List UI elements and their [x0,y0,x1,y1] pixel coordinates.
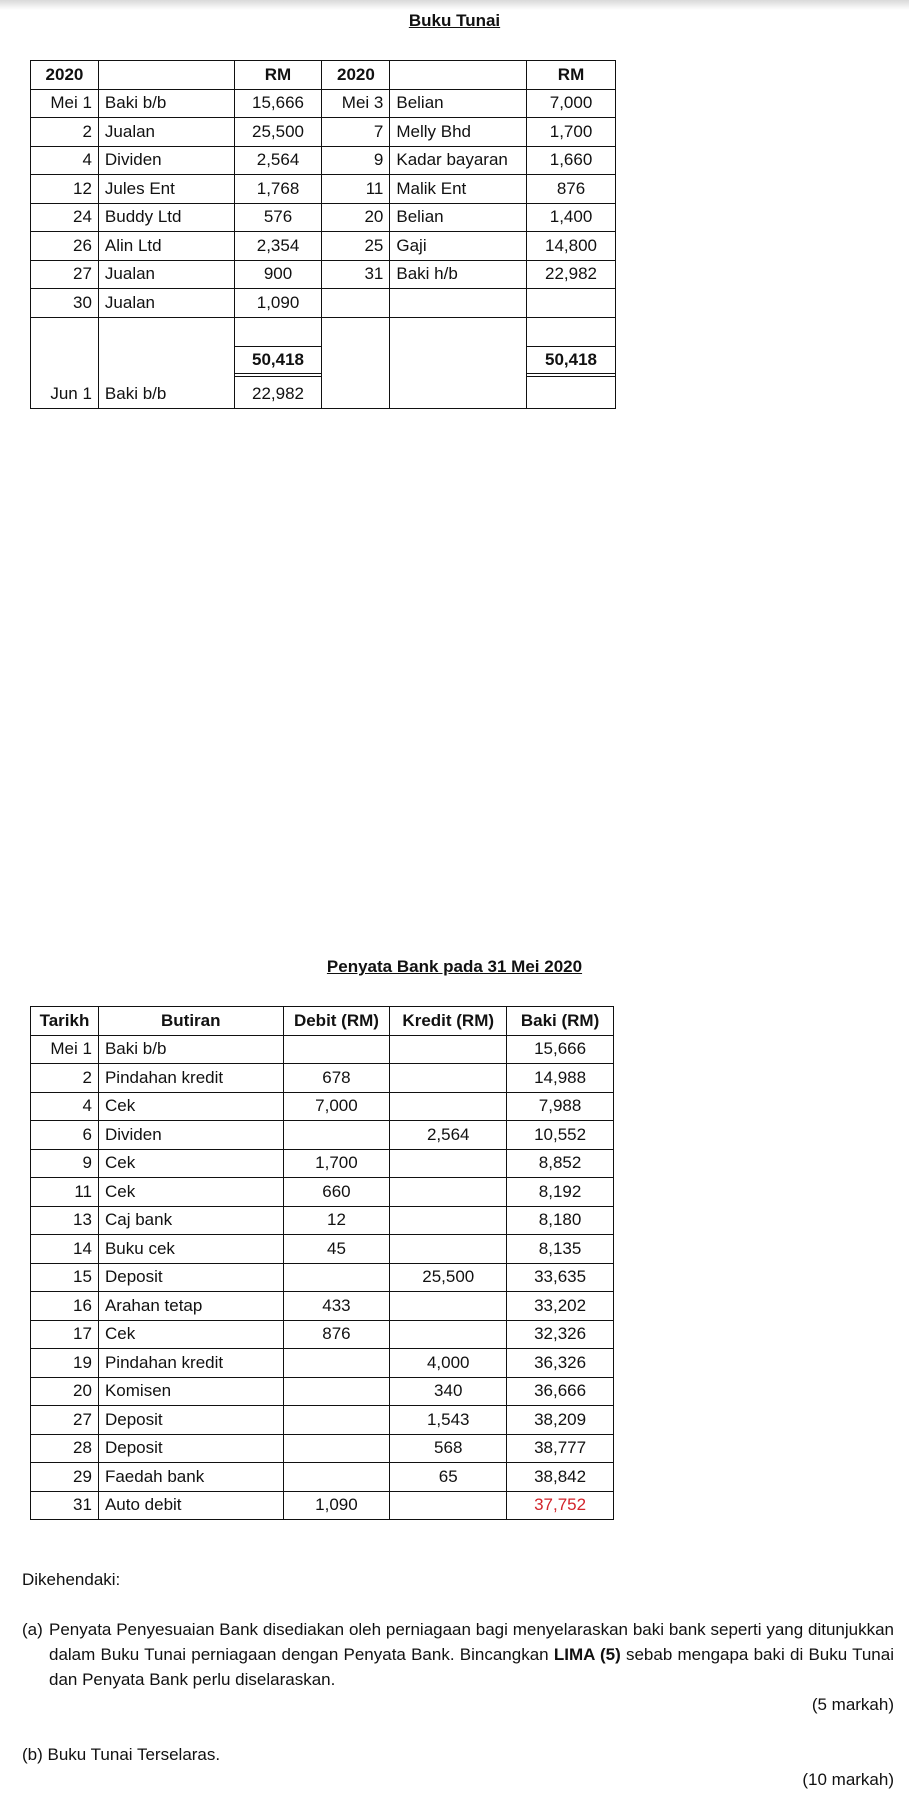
bank-row-date: 15 [31,1263,99,1292]
cash-book-blank [527,380,616,409]
cash-book-blank [31,317,99,380]
cash-book-total-left [234,317,322,380]
bank-row-credit [390,1064,507,1093]
cash-book-debit-amount: 576 [234,203,322,232]
bank-row-date: 17 [31,1320,99,1349]
bank-row-date: Mei 1 [31,1035,99,1064]
bank-row-particular: Cek [98,1092,283,1121]
bank-row-date: 28 [31,1434,99,1463]
bank-row-credit [390,1149,507,1178]
cash-book-row [31,146,616,175]
cash-book-credit-amount: 14,800 [527,232,616,261]
bank-statement-row [31,1292,614,1321]
bank-row-balance: 8,192 [507,1178,614,1207]
bank-row-balance: 32,326 [507,1320,614,1349]
question-a-text-1: Penyata Penyesuaian Bank disediakan oleh perniagaan bagi menyelaraskan baki bank seperti yang ditunjukkan dalam Buku Tunai perniagaan dengan Penyata Bank. Bincangkan [49,1620,894,1664]
bank-row-date: 19 [31,1349,99,1378]
cash-book-credit-date: 9 [322,146,390,175]
bank-row-balance: 33,202 [507,1292,614,1321]
bank-row-debit [283,1377,390,1406]
bank-row-debit [283,1035,390,1064]
cash-book-closing-amount: 22,982 [234,380,322,409]
cash-book-blank [390,317,527,380]
bank-row-balance: 7,988 [507,1092,614,1121]
cash-book-blank [390,380,527,409]
bank-row-debit [283,1463,390,1492]
cash-book-debit-particular: Jualan [98,118,234,147]
bank-row-debit: 433 [283,1292,390,1321]
cash-book-credit-particular: Kadar bayaran [390,146,527,175]
cash-book-credit-amount [527,289,616,318]
cash-book-credit-particular [390,289,527,318]
bank-row-particular: Faedah bank [98,1463,283,1492]
cash-book-credit-amount: 1,660 [527,146,616,175]
bank-row-particular: Pindahan kredit [98,1064,283,1093]
cash-book-debit-particular: Jualan [98,260,234,289]
bank-row-particular: Dividen [98,1121,283,1150]
bank-statement-row [31,1434,614,1463]
bank-row-credit: 1,543 [390,1406,507,1435]
bank-statement-row [31,1092,614,1121]
bank-header-debit: Debit (RM) [283,1007,390,1036]
bank-row-debit: 7,000 [283,1092,390,1121]
bank-row-balance: 8,852 [507,1149,614,1178]
cash-book-credit-particular: Belian [390,203,527,232]
cash-book-header-date-right: 2020 [322,61,390,90]
bank-row-date: 4 [31,1092,99,1121]
cash-book-row [31,289,616,318]
cash-book-header-blank-left [98,61,234,90]
bank-row-credit [390,1320,507,1349]
bank-header-credit: Kredit (RM) [390,1007,507,1036]
bank-row-debit [283,1349,390,1378]
cash-book-credit-particular: Malik Ent [390,175,527,204]
bank-row-date: 6 [31,1121,99,1150]
question-b: (b) Buku Tunai Terselaras. [22,1745,221,1764]
bank-statement-row [31,1349,614,1378]
cash-book-row [31,232,616,261]
bank-statement-row [31,1149,614,1178]
bank-statement-row [31,1263,614,1292]
bank-statement-table [30,1006,614,1520]
bank-statement-title: Penyata Bank pada 31 Mei 2020 [326,957,583,976]
cash-book-credit-particular: Melly Bhd [390,118,527,147]
question-b-marks: (10 markah) [802,1770,894,1789]
bank-statement-row [31,1491,614,1520]
bank-row-balance: 8,135 [507,1235,614,1264]
cash-book-title: Buku Tunai [408,11,501,30]
cash-book-debit-date: Mei 1 [31,89,99,118]
cash-book-debit-amount: 1,768 [234,175,322,204]
cash-book-debit-particular: Buddy Ltd [98,203,234,232]
bank-row-credit: 4,000 [390,1349,507,1378]
cash-book-credit-amount: 1,400 [527,203,616,232]
cash-book-row [31,175,616,204]
cash-book-debit-amount: 1,090 [234,289,322,318]
bank-row-date: 29 [31,1463,99,1492]
cash-book-blank [98,317,234,380]
bank-statement-row [31,1121,614,1150]
bank-row-particular: Cek [98,1178,283,1207]
cash-book-blank [322,317,390,380]
cash-book-credit-amount: 22,982 [527,260,616,289]
cash-book-blank [322,380,390,409]
cash-book-credit-particular: Belian [390,89,527,118]
bank-row-balance: 38,777 [507,1434,614,1463]
cash-book-debit-date: 12 [31,175,99,204]
cash-book-debit-particular: Baki b/b [98,89,234,118]
cash-book-total-right-value: 50,418 [527,346,615,377]
cash-book-closing-row [31,380,616,409]
cash-book-credit-amount: 1,700 [527,118,616,147]
cash-book-closing-date: Jun 1 [31,380,99,409]
bank-row-date: 16 [31,1292,99,1321]
cash-book-debit-amount: 2,354 [234,232,322,261]
bank-row-balance: 38,209 [507,1406,614,1435]
question-a-marks: (5 markah) [811,1695,894,1714]
cash-book-total-row [31,317,616,380]
bank-row-particular: Baki b/b [98,1035,283,1064]
cash-book-debit-particular: Alin Ltd [98,232,234,261]
cash-book-debit-date: 4 [31,146,99,175]
bank-row-balance: 37,752 [507,1491,614,1520]
bank-row-date: 9 [31,1149,99,1178]
bank-row-debit: 1,090 [283,1491,390,1520]
cash-book-credit-date: 7 [322,118,390,147]
cash-book-debit-particular: Jules Ent [98,175,234,204]
bank-statement-row [31,1320,614,1349]
cash-book-closing-particular: Baki b/b [98,380,234,409]
bank-row-credit [390,1235,507,1264]
bank-statement-header-row [31,1007,614,1036]
bank-row-particular: Cek [98,1149,283,1178]
cash-book-header-row [31,61,616,90]
bank-statement-row [31,1377,614,1406]
cash-book-row [31,118,616,147]
cash-book-row [31,89,616,118]
bank-row-credit [390,1178,507,1207]
cash-book-credit-amount: 7,000 [527,89,616,118]
question-a-text-2: sebab mengapa baki di Buku Tunai dan Penyata Bank perlu diselaraskan. [49,1645,894,1689]
bank-row-credit: 568 [390,1434,507,1463]
bank-row-debit [283,1121,390,1150]
bank-statement-row [31,1035,614,1064]
cash-book-credit-particular: Gaji [390,232,527,261]
bank-statement-row [31,1206,614,1235]
cash-book-credit-date: 31 [322,260,390,289]
bank-row-debit: 12 [283,1206,390,1235]
bank-header-date: Tarikh [31,1007,99,1036]
question-a [22,1617,894,1692]
bank-statement-row [31,1406,614,1435]
bank-row-debit: 45 [283,1235,390,1264]
bank-row-date: 20 [31,1377,99,1406]
bank-row-particular: Deposit [98,1263,283,1292]
cash-book-table [30,60,616,409]
bank-row-credit [390,1035,507,1064]
bank-row-credit [390,1491,507,1520]
bank-row-particular: Cek [98,1320,283,1349]
cash-book-total-right [527,317,616,380]
bank-row-credit: 340 [390,1377,507,1406]
bank-row-balance: 14,988 [507,1064,614,1093]
bank-row-balance: 15,666 [507,1035,614,1064]
cash-book-debit-particular: Dividen [98,146,234,175]
bank-row-credit [390,1092,507,1121]
bank-row-balance: 10,552 [507,1121,614,1150]
bank-row-particular: Deposit [98,1406,283,1435]
cash-book-header-amount-left: RM [234,61,322,90]
bank-row-balance: 33,635 [507,1263,614,1292]
bank-row-credit: 2,564 [390,1121,507,1150]
bank-row-date: 13 [31,1206,99,1235]
bank-row-debit [283,1434,390,1463]
bank-row-credit [390,1292,507,1321]
bank-row-debit: 1,700 [283,1149,390,1178]
bank-row-balance: 36,326 [507,1349,614,1378]
cash-book-credit-date: 11 [322,175,390,204]
bank-row-particular: Deposit [98,1434,283,1463]
cash-book-debit-particular: Jualan [98,289,234,318]
bank-row-date: 11 [31,1178,99,1207]
cash-book-header-blank-right [390,61,527,90]
cash-book-debit-amount: 900 [234,260,322,289]
cash-book-debit-date: 27 [31,260,99,289]
bank-statement-row [31,1463,614,1492]
bank-header-particular: Butiran [98,1007,283,1036]
bank-row-balance: 36,666 [507,1377,614,1406]
cash-book-debit-date: 24 [31,203,99,232]
top-shadow-bar [0,0,909,10]
bank-row-date: 14 [31,1235,99,1264]
bank-statement-row [31,1178,614,1207]
cash-book-debit-date: 26 [31,232,99,261]
bank-row-balance: 38,842 [507,1463,614,1492]
bank-row-credit [390,1206,507,1235]
cash-book-credit-date: 25 [322,232,390,261]
cash-book-header-date-left: 2020 [31,61,99,90]
bank-row-credit: 65 [390,1463,507,1492]
cash-book-debit-date: 30 [31,289,99,318]
bank-row-debit: 678 [283,1064,390,1093]
bank-row-particular: Caj bank [98,1206,283,1235]
cash-book-debit-amount: 15,666 [234,89,322,118]
bank-row-date: 27 [31,1406,99,1435]
cash-book-row [31,203,616,232]
bank-statement-row [31,1064,614,1093]
bank-row-debit [283,1263,390,1292]
bank-row-particular: Buku cek [98,1235,283,1264]
cash-book-header-amount-right: RM [527,61,616,90]
cash-book-credit-date: 20 [322,203,390,232]
bank-row-particular: Arahan tetap [98,1292,283,1321]
bank-header-balance: Baki (RM) [507,1007,614,1036]
cash-book-debit-date: 2 [31,118,99,147]
bank-row-particular: Pindahan kredit [98,1349,283,1378]
cash-book-debit-amount: 25,500 [234,118,322,147]
question-a-label: (a) [22,1620,43,1639]
cash-book-credit-date: Mei 3 [322,89,390,118]
cash-book-credit-particular: Baki h/b [390,260,527,289]
cash-book-total-left-value: 50,418 [235,346,322,377]
requirements-heading: Dikehendaki: [22,1570,121,1589]
bank-row-date: 2 [31,1064,99,1093]
bank-row-date: 31 [31,1491,99,1520]
bank-row-balance: 8,180 [507,1206,614,1235]
cash-book-credit-date [322,289,390,318]
cash-book-debit-amount: 2,564 [234,146,322,175]
cash-book-credit-amount: 876 [527,175,616,204]
bank-row-credit: 25,500 [390,1263,507,1292]
bank-row-debit: 876 [283,1320,390,1349]
bank-row-particular: Komisen [98,1377,283,1406]
question-a-bold: LIMA (5) [553,1645,621,1664]
bank-statement-row [31,1235,614,1264]
bank-row-debit: 660 [283,1178,390,1207]
cash-book-row [31,260,616,289]
bank-row-debit [283,1406,390,1435]
bank-row-particular: Auto debit [98,1491,283,1520]
